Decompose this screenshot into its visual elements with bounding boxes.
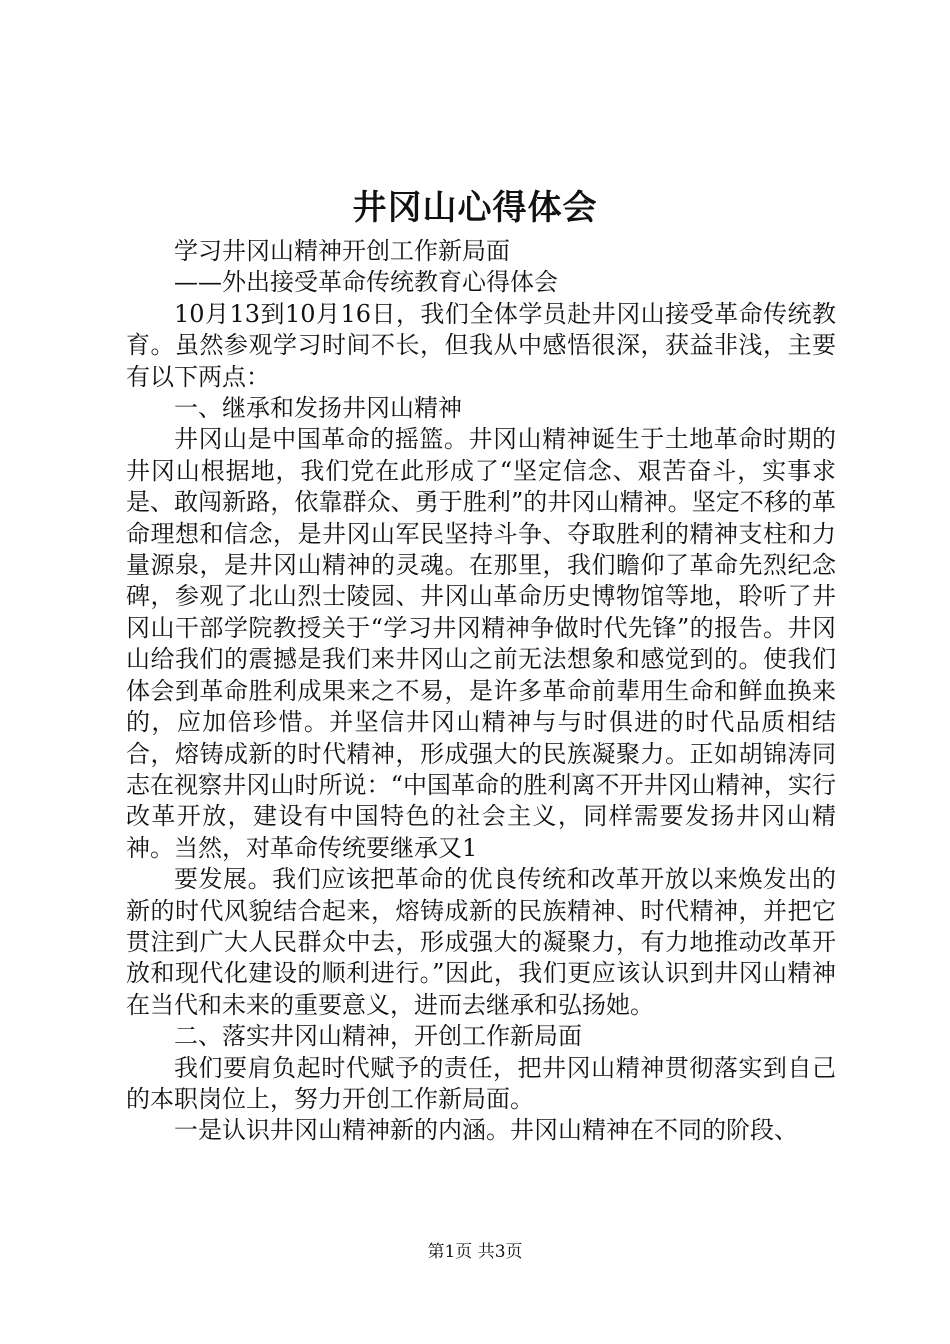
paragraph: 我们要肩负起时代赋予的责任，把井冈山精神贯彻落实到自己的本职岗位上，努力开创工作新局面。 (126, 1053, 836, 1113)
section-heading-2: 二、落实井冈山精神，开创工作新局面 (174, 1022, 582, 1051)
paragraph: 要发展。我们应该把革命的优良传统和改革开放以来焕发出的新的时代风貌结合起来，熔铸成新的民族精神、时代精神，并把它贯注到广大人民群众中去，形成强大的凝聚力，有力地推动改革开放和现代化建设的顺利进行。”因此，我们更应该认识到井冈山精神在当代和未来的重要意义，进而去继承和弘扬她。 (126, 865, 836, 1019)
paragraph: 井冈山是中国革命的摇篮。井冈山精神诞生于土地革命时期的井冈山根据地，我们党在此形成了“坚定信念、艰苦奋斗，实事求是、敢闯新路，依靠群众、勇于胜利”的井冈山精神。坚定不移的革命理想和信念，是井冈山军民坚持斗争、夺取胜利的精神支柱和力量源泉，是井冈山精神的灵魂。在那里，我们瞻仰了革命先烈纪念碑，参观了北山烈士陵园、井冈山革命历史博物馆等地，聆听了井冈山干部学院教授关于“学习井冈精神争做时代先锋”的报告。井冈山给我们的震撼是我们来井冈山之前无法想象和感觉到的。使我们体会到革命胜利成果来之不易，是许多革命前辈用生命和鲜血换来的，应加倍珍惜。并坚信井冈山精神与与时俱进的时代品质相结合，熔铸成新的时代精神，形成强大的民族凝聚力。正如胡锦涛同志在视察井冈山时所说：“中国革命的胜利离不开井冈山精神，实行改革开放，建设有中国特色的社会主义，同样需要发扬井冈山精神。当然，对革命传统要继承又1 (126, 425, 836, 862)
subtitle: 学习井冈山精神开创工作新局面 (174, 237, 510, 265)
page-footer: 第1页 共3页 (427, 1242, 523, 1262)
document-body (126, 236, 836, 1147)
paragraph: 一是认识井冈山精神新的内涵。井冈山精神在不同的阶段、 (174, 1116, 798, 1145)
subtitle-secondary: ——外出接受革命传统教育心得体会 (174, 268, 558, 297)
section-heading-1: 一、继承和发扬井冈山精神 (174, 394, 462, 423)
paragraph-intro: 10月13到10月16日，我们全体学员赴井冈山接受革命传统教育。虽然参观学习时间不长，但我从中感悟很深，获益非浅，主要有以下两点： (126, 299, 836, 391)
document-title: 井冈山心得体会 (352, 188, 598, 228)
